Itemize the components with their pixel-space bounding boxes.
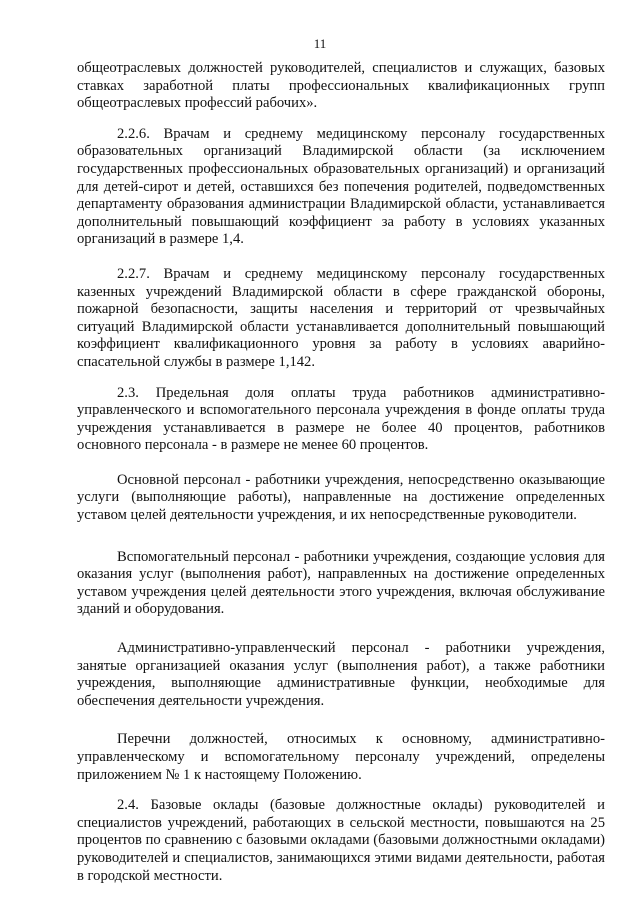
page-number: 11 — [313, 36, 327, 51]
paragraph-2-2-6: 2.2.6. Врачам и среднему медицинскому персоналу государственных образовательных организаций Владимирской области (за исключением государственных профессиональных образовательных организаций) и организаций для детей-сирот и детей, оставшихся без попечения родителей, подведомственных департаменту образования администрации Владимирской области, устанавливается дополнительный повышающий коэффициент за работу в условиях указанных организаций в размере 1,4. — [77, 125, 605, 248]
paragraph-2-3: 2.3. Предельная доля оплаты труда работников административно-управленческого и вспомогательного персонала учреждения в фонде оплаты труда учреждения устанавливается в размере не более 40 процентов, работников основного персонала - в размере не менее 60 процентов. — [77, 384, 605, 454]
paragraph-continuation: общеотраслевых должностей руководителей, специалистов и служащих, базовых ставках заработной платы профессиональных квалификационных групп общеотраслевых профессий рабочих». — [77, 60, 605, 112]
paragraph-position-lists: Перечни должностей, относимых к основному, административно-управленческому и вспомогательному персоналу учреждений, определены приложением № 1 к настоящему Положению. — [77, 731, 605, 783]
document-body — [77, 60, 605, 885]
paragraph-admin-staff: Административно-управленческий персонал - работники учреждения, занятые организацией оказания услуг (выполнения работ), а также работники учреждения, выполняющие административные функции, необходимые для обеспечения деятельности учреждения. — [77, 640, 605, 709]
paragraph-2-4: 2.4. Базовые оклады (базовые должностные оклады) руководителей и специалистов учреждений, работающих в сельской местности, повышаются на 25 процентов по сравнению с базовыми окладами (базовыми должностными окладами) руководителей и специалистов, занимающихся этими видами деятельности, работая в городской местности. — [77, 797, 605, 884]
paragraph-main-staff: Основной персонал - работники учреждения, непосредственно оказывающие услуги (выполняющие работы), направленные на достижение определенных уставом целей деятельности учреждения, и их непосредственные руководители. — [77, 471, 605, 524]
paragraph-support-staff: Вспомогательный персонал - работники учреждения, создающие условия для оказания услуг (выполнения работ), направленных на достижение определенных уставом учреждения целей деятельности этого учреждения, включая обслуживание зданий и оборудования. — [77, 548, 605, 618]
paragraph-2-2-7: 2.2.7. Врачам и среднему медицинскому персоналу государственных казенных учреждений Владимирской области в сфере гражданской обороны, пожарной безопасности, защиты населения и территорий от чрезвычайных ситуаций Владимирской области устанавливается дополнительный повышающий коэффициент квалификационного уровня за работу в условиях аварийно-спасательной службы в размере 1,142. — [77, 265, 605, 370]
